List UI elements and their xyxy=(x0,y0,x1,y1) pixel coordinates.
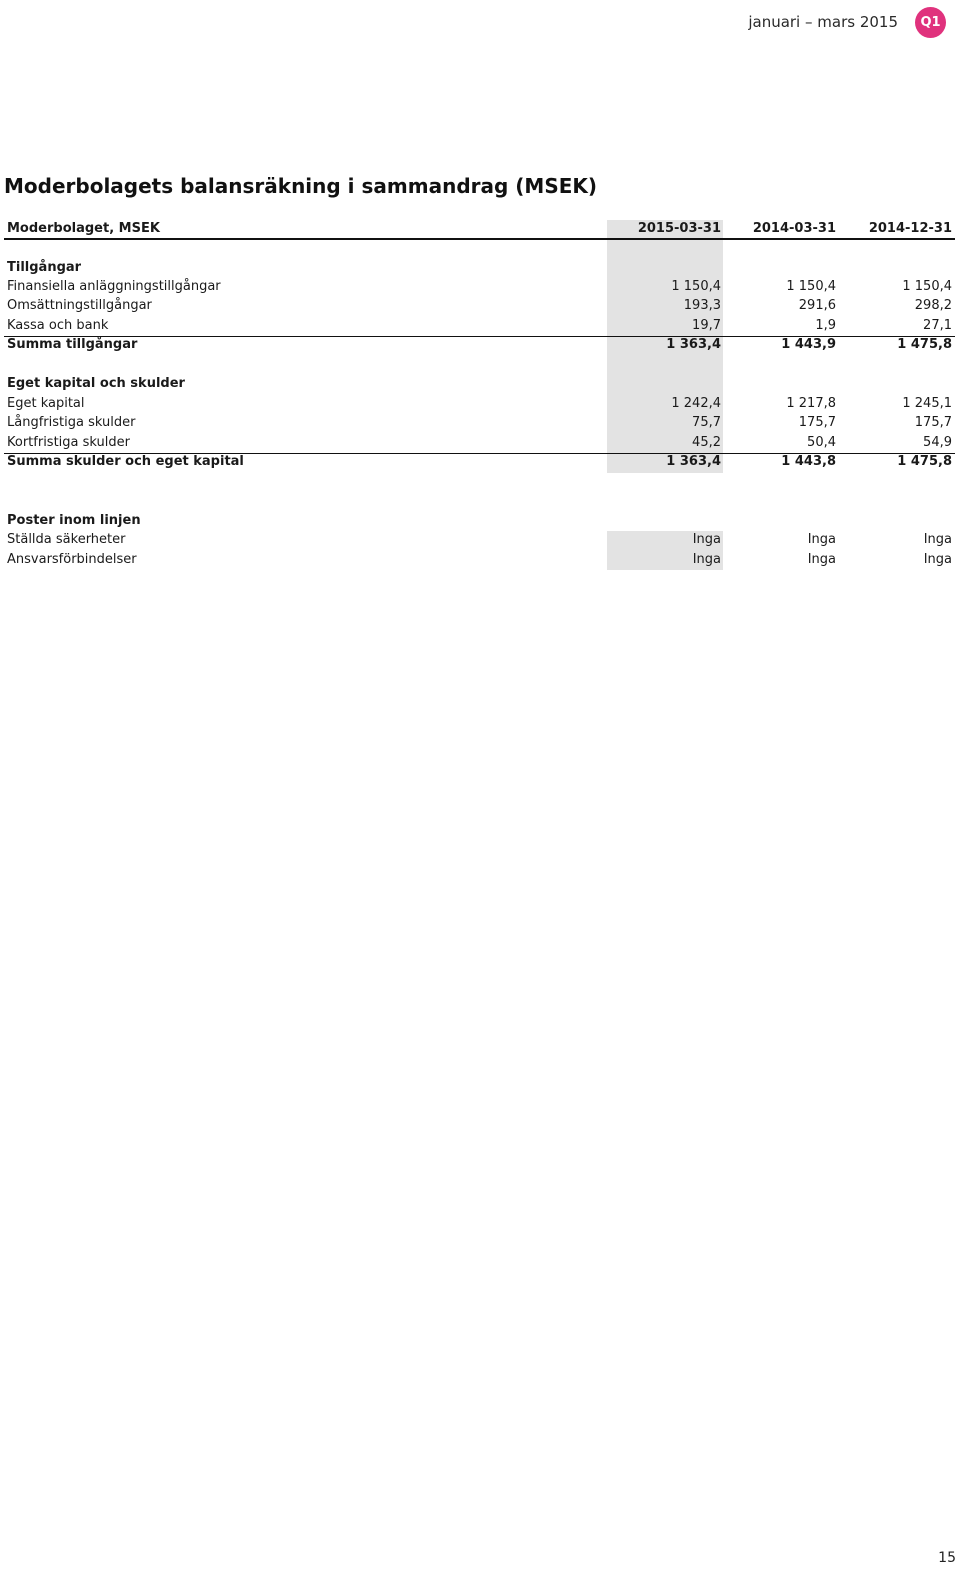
cell-value: 175,7 xyxy=(914,415,952,430)
cell-value: 1 217,8 xyxy=(786,396,836,411)
total-value: 1 475,8 xyxy=(897,337,952,352)
section-heading xyxy=(0,258,960,277)
total-value: 1 443,9 xyxy=(781,337,836,352)
cell-value: Inga xyxy=(807,532,836,547)
total-row xyxy=(0,335,960,354)
section-heading-label: Eget kapital och skulder xyxy=(7,376,185,391)
cell-value: Inga xyxy=(692,552,721,567)
total-label: Summa skulder och eget kapital xyxy=(7,454,244,469)
header-rule xyxy=(4,238,955,240)
total-label: Summa tillgångar xyxy=(7,337,138,352)
cell-value: 1 150,4 xyxy=(786,279,836,294)
cell-value: 1 245,1 xyxy=(902,396,952,411)
cell-value: Inga xyxy=(692,532,721,547)
row-label: Långfristiga skulder xyxy=(7,415,136,430)
table-row xyxy=(0,433,960,452)
table-row xyxy=(0,550,960,569)
total-value: 1 475,8 xyxy=(897,454,952,469)
section-heading-label: Poster inom linjen xyxy=(7,513,141,528)
label-header: Moderbolaget, MSEK xyxy=(7,221,160,236)
section-heading-label: Tillgångar xyxy=(7,260,82,275)
table-row xyxy=(0,413,960,432)
total-value: 1 363,4 xyxy=(666,337,721,352)
row-label: Ansvarsförbindelser xyxy=(7,552,137,567)
row-label: Eget kapital xyxy=(7,396,85,411)
page-number: 15 xyxy=(938,1550,956,1566)
quarter-badge: Q1 xyxy=(915,7,946,38)
total-value: 1 443,8 xyxy=(781,454,836,469)
cell-value: 50,4 xyxy=(807,435,836,450)
table-row xyxy=(0,530,960,549)
table-row xyxy=(0,296,960,315)
cell-value: 1,9 xyxy=(815,318,836,333)
cell-value: 175,7 xyxy=(798,415,836,430)
cell-value: Inga xyxy=(807,552,836,567)
row-label: Omsättningstillgångar xyxy=(7,298,152,313)
cell-value: 19,7 xyxy=(692,318,721,333)
cell-value: Inga xyxy=(923,552,952,567)
table-row xyxy=(0,277,960,296)
cell-value: 1 150,4 xyxy=(902,279,952,294)
cell-value: 54,9 xyxy=(923,435,952,450)
column-header: 2014-12-31 xyxy=(868,221,952,236)
row-label: Ställda säkerheter xyxy=(7,532,126,547)
cell-value: Inga xyxy=(923,532,952,547)
row-label: Kortfristiga skulder xyxy=(7,435,130,450)
column-header: 2014-03-31 xyxy=(752,221,836,236)
section-heading xyxy=(0,511,960,530)
cell-value: 75,7 xyxy=(692,415,721,430)
cell-value: 193,3 xyxy=(683,298,721,313)
cell-value: 298,2 xyxy=(914,298,952,313)
total-value: 1 363,4 xyxy=(666,454,721,469)
row-label: Finansiella anläggningstillgångar xyxy=(7,279,221,294)
cell-value: 27,1 xyxy=(923,318,952,333)
header-period: januari – mars 2015 xyxy=(748,13,898,31)
row-label: Kassa och bank xyxy=(7,318,109,333)
cell-value: 1 242,4 xyxy=(671,396,721,411)
cell-value: 291,6 xyxy=(798,298,836,313)
cell-value: 1 150,4 xyxy=(671,279,721,294)
cell-value: 45,2 xyxy=(692,435,721,450)
section-heading xyxy=(0,374,960,393)
table-header-row xyxy=(0,219,960,238)
column-header: 2015-03-31 xyxy=(637,221,721,236)
table-row xyxy=(0,394,960,413)
total-row xyxy=(0,452,960,471)
table-row xyxy=(0,316,960,335)
page-title: Moderbolagets balansräkning i sammandrag (MSEK) xyxy=(4,174,598,198)
